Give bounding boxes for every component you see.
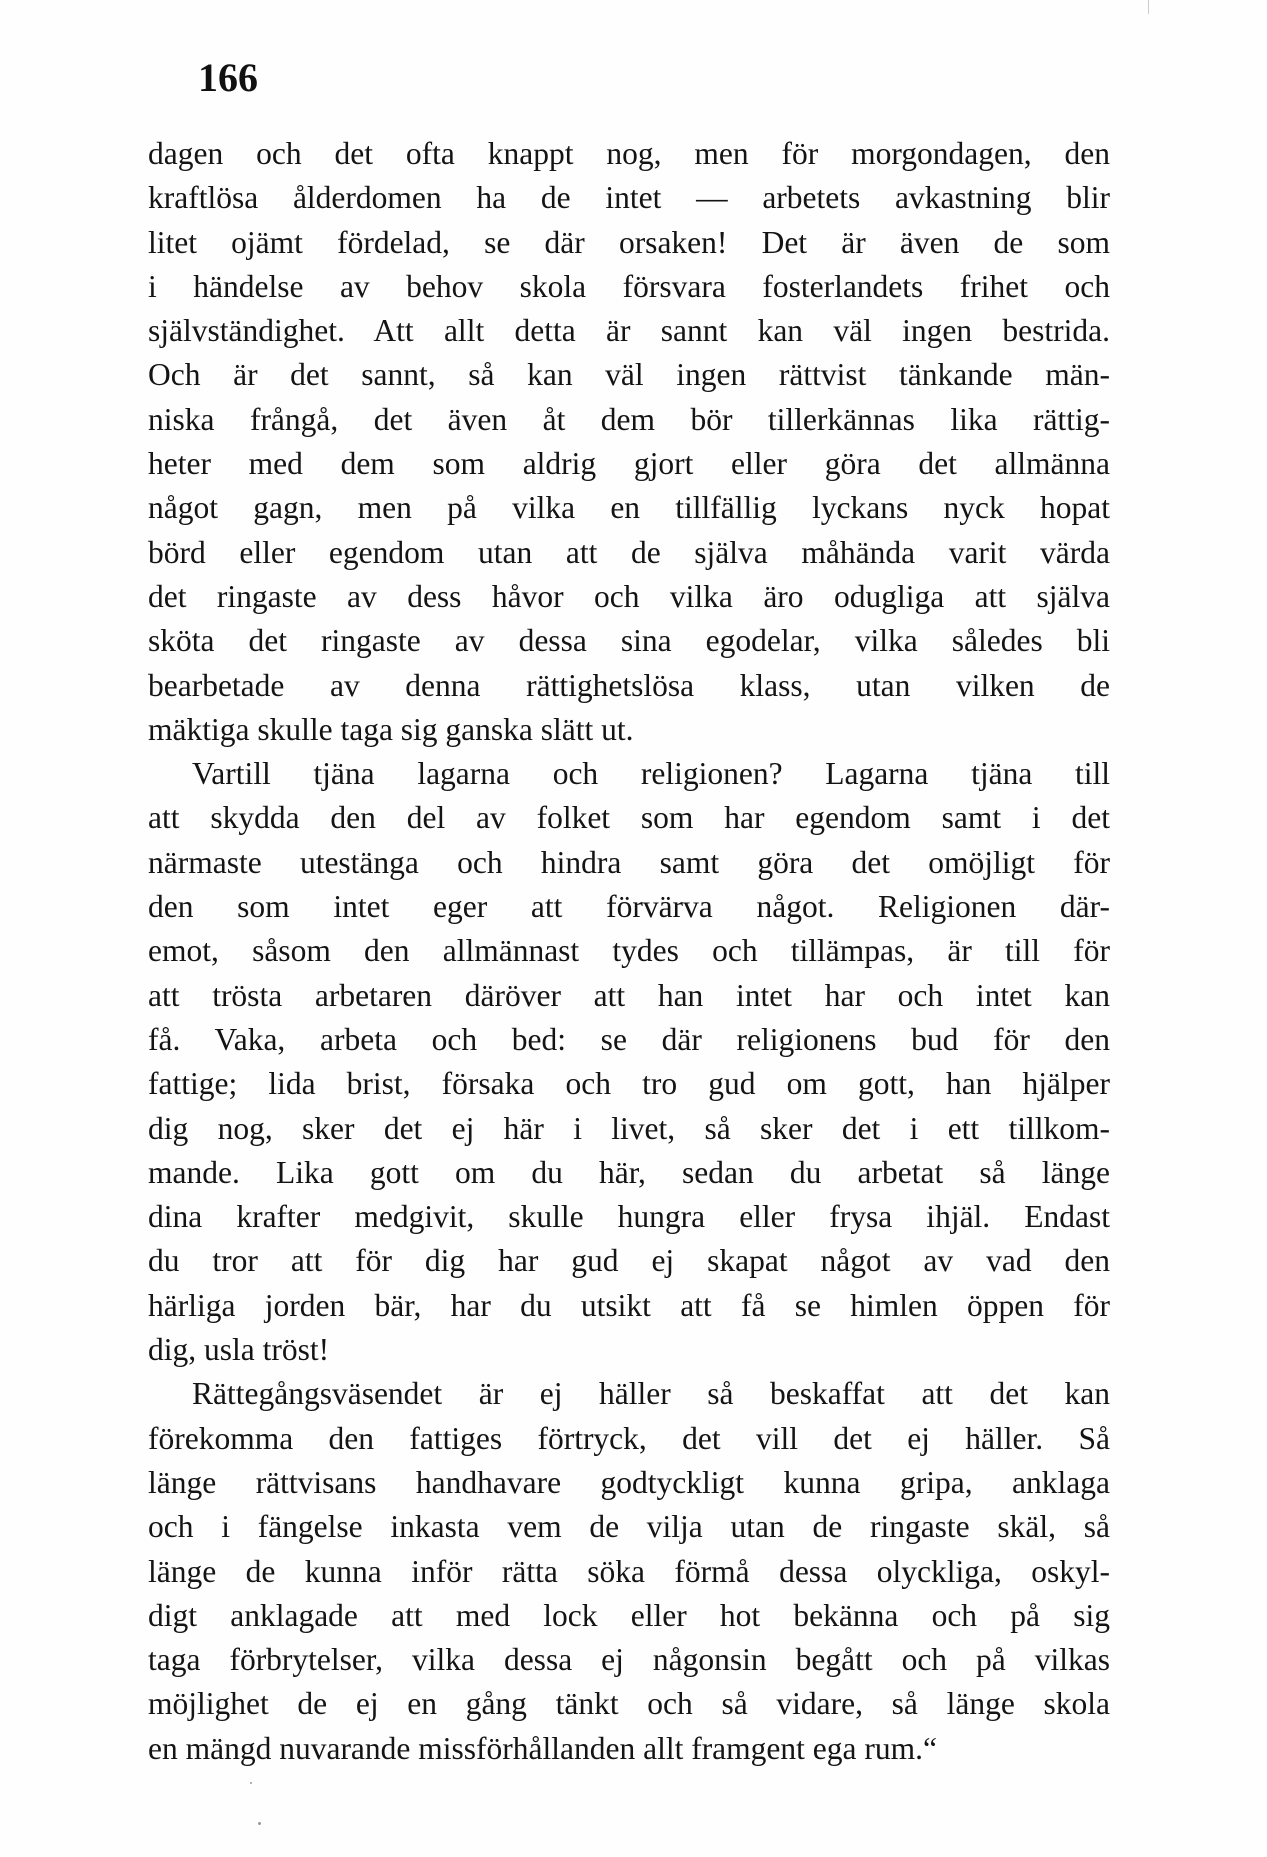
text-line: du tror att för dig har gud ej skapat något av vad den [148,1243,1110,1279]
edge-mark [1148,0,1149,14]
text-line: digt anklagade att med lock eller hot bekänna och på sig [148,1597,1110,1633]
text-line: något gagn, men på vilka en tillfällig lyckans nyck hopat [148,490,1110,526]
page-number: 166 [198,55,258,100]
text-line: en mängd nuvarande missförhållanden allt framgent ega rum.“ [148,1730,937,1766]
text-line: emot, såsom den allmännast tydes och tillämpas, är till för [148,933,1110,969]
text-line: kraftlösa ålderdomen ha de intet — arbetets avkastning blir [148,180,1110,216]
text-line: att trösta arbetaren däröver att han intet har och intet kan [148,977,1110,1013]
text-line: heter med dem som aldrig gjort eller göra det allmänna [148,446,1110,482]
text-line: i händelse av behov skola försvara fosterlandets frihet och [148,268,1110,304]
text-line: Rättegångsväsendet är ej häller så beskaffat att det kan [192,1376,1110,1412]
text-line: taga förbrytelser, vilka dessa ej någonsin begått och på vilkas [148,1642,1110,1678]
text-line: länge de kunna inför rätta söka förmå dessa olyckliga, oskyl- [148,1553,1110,1589]
body-text [148,132,1110,1771]
text-line: och i fängelse inkasta vem de vilja utan de ringaste skäl, så [148,1509,1110,1545]
text-line: länge rättvisans handhavare godtyckligt kunna gripa, anklaga [148,1464,1110,1500]
text-line: dina krafter medgivit, skulle hungra eller frysa ihjäl. Endast [148,1199,1110,1235]
text-line: det ringaste av dess håvor och vilka äro odugliga att själva [148,578,1110,614]
text-line: dig nog, sker det ej här i livet, så sker det i ett tillkom- [148,1110,1110,1146]
text-line: få. Vaka, arbeta och bed: se där religionens bud för den [148,1021,1110,1057]
text-line: den som intet eger att förvärva något. Religionen där- [148,889,1110,925]
text-line: dig, usla tröst! [148,1332,330,1368]
text-line: mande. Lika gott om du här, sedan du arbetat så länge [148,1154,1110,1190]
print-speck [258,1822,261,1825]
text-line: Och är det sannt, så kan väl ingen rättvist tänkande män- [148,357,1110,393]
text-line: bearbetade av denna rättighetslösa klass, utan vilken de [148,667,1110,703]
text-line: möjlighet de ej en gång tänkt och så vidare, så länge skola [148,1686,1110,1722]
text-line: mäktiga skulle taga sig ganska slätt ut. [148,711,634,747]
text-line: dagen och det ofta knappt nog, men för morgondagen, den [148,136,1110,171]
text-line: niska frångå, det även åt dem bör tillerkännas lika rättig- [148,401,1110,437]
text-line: sköta det ringaste av dessa sina egodelar, vilka således bli [148,623,1110,659]
text-line: att skydda den del av folket som har egendom samt i det [148,800,1110,836]
text-line: självständighet. Att allt detta är sannt kan väl ingen bestrida. [148,313,1110,349]
print-speck [250,1782,252,1784]
text-line: Vartill tjäna lagarna och religionen? Lagarna tjäna till [192,756,1110,792]
text-line: förekomma den fattiges förtryck, det vill det ej häller. Så [148,1420,1110,1456]
text-line: närmaste utestänga och hindra samt göra det omöjligt för [148,844,1110,880]
text-line: fattige; lida brist, försaka och tro gud om gott, han hjälper [148,1066,1110,1102]
text-line: litet ojämt fördelad, se där orsaken! Det är även de som [148,224,1110,260]
text-line: börd eller egendom utan att de själva måhända varit värda [148,534,1110,570]
text-line: härliga jorden bär, har du utsikt att få se himlen öppen för [148,1287,1110,1323]
